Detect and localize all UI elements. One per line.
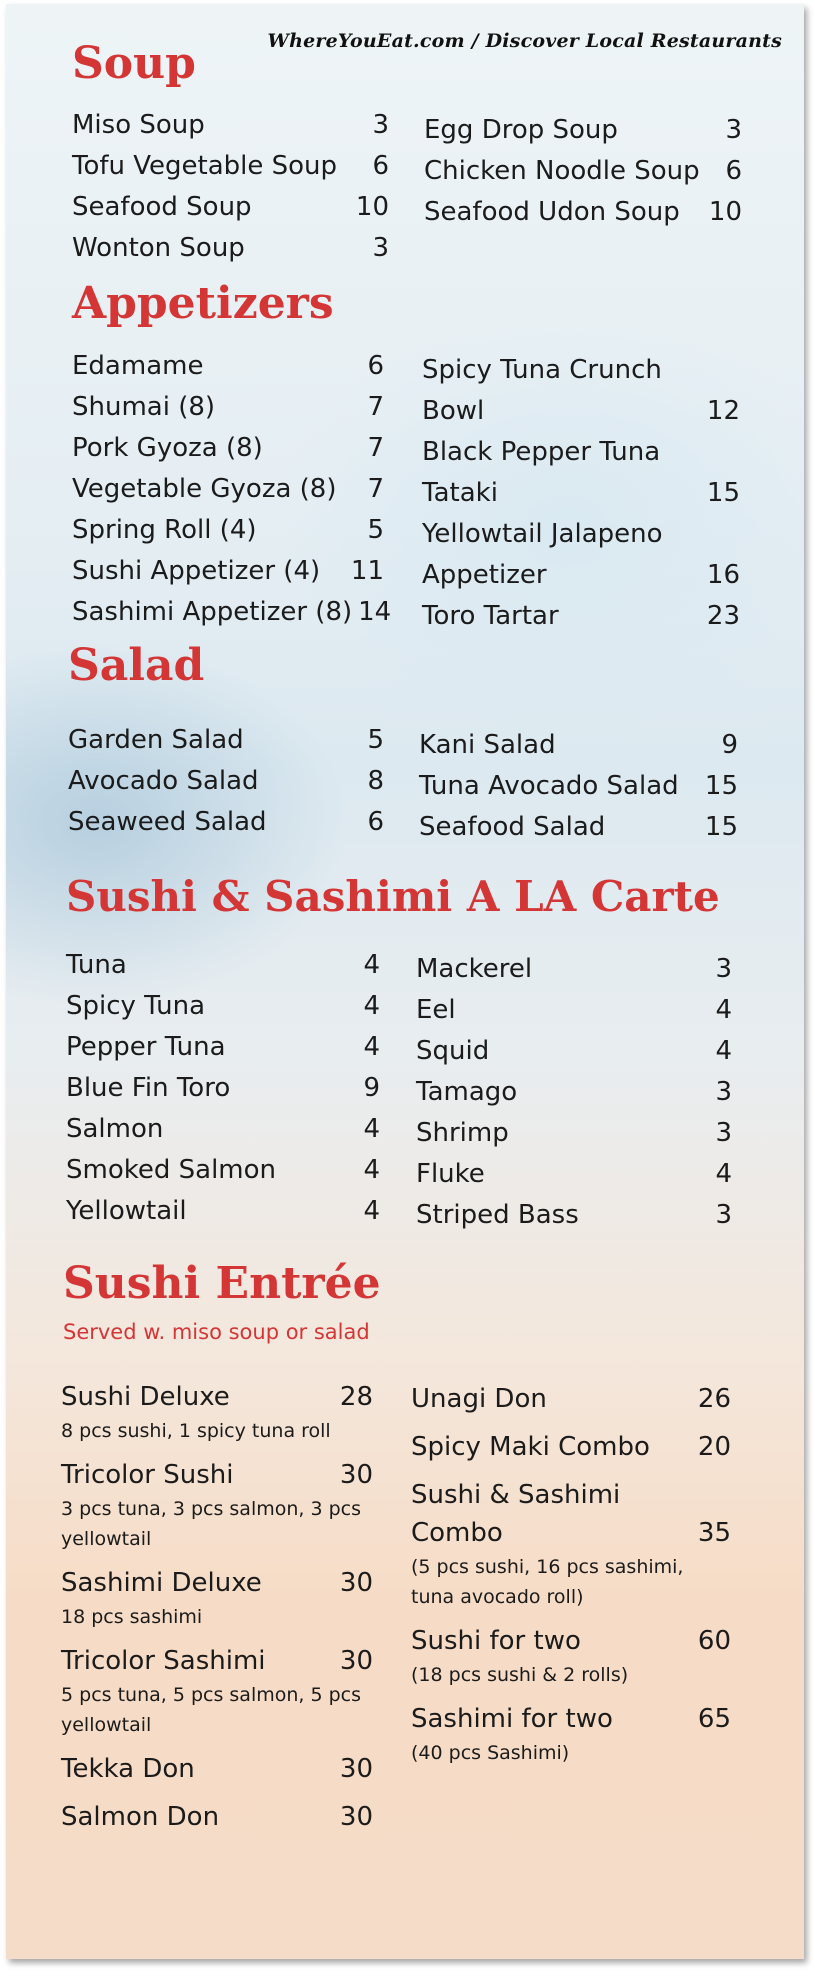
item-price: 4 (715, 995, 732, 1025)
watermark: WhereYouEat.com / Discover Local Restaurants (267, 30, 782, 52)
item-name: Blue Fin Toro (66, 1073, 231, 1103)
menu-item (61, 1642, 373, 1740)
item-name: Tamago (416, 1077, 518, 1107)
soup-left-column (72, 105, 389, 269)
item-name: Tricolor Sashimi (61, 1646, 266, 1676)
menu-item (416, 1113, 732, 1154)
item-price: 11 (350, 556, 384, 586)
item-name: Spicy Maki Combo (411, 1432, 650, 1462)
menu-item (72, 146, 389, 187)
menu-item-row (411, 1700, 731, 1738)
alacarte-left-column (66, 945, 380, 1232)
menu-item-row (72, 105, 389, 146)
item-description: 8 pcs sushi, 1 spicy tuna roll (61, 1420, 331, 1442)
item-name: Bowl (422, 396, 485, 426)
item-name: Toro Tartar (422, 601, 559, 631)
menu-item-row (61, 1798, 373, 1836)
menu-item-row (422, 473, 740, 514)
menu-item (424, 110, 742, 151)
menu-item-row (416, 949, 732, 990)
menu-item-row (411, 1380, 731, 1418)
menu-item (68, 802, 384, 843)
menu-item (68, 720, 384, 761)
menu-item-row (72, 510, 384, 551)
menu-item (411, 1428, 731, 1466)
menu-item (66, 1191, 380, 1232)
menu-item-row (61, 1378, 373, 1416)
menu-item (66, 1027, 380, 1068)
menu-page (6, 4, 804, 1959)
item-name: Edamame (72, 351, 204, 381)
entree-left-column (61, 1378, 373, 1846)
item-price: 9 (721, 730, 738, 760)
menu-item-row (422, 596, 740, 637)
item-price: 30 (339, 1460, 373, 1490)
menu-item-row (411, 1622, 731, 1660)
item-price: 6 (725, 156, 742, 186)
menu-item-row (416, 1195, 732, 1236)
menu-item-row (72, 146, 389, 187)
item-name: Shrimp (416, 1118, 509, 1148)
item-price: 9 (363, 1073, 380, 1103)
menu-item-row (416, 1072, 732, 1113)
menu-item-row (424, 151, 742, 192)
item-name: Black Pepper Tuna (422, 437, 661, 467)
item-price: 4 (363, 950, 380, 980)
item-name: Smoked Salmon (66, 1155, 277, 1185)
item-price: 3 (715, 1118, 732, 1148)
menu-item-row (411, 1476, 731, 1514)
item-price: 12 (706, 396, 740, 426)
item-description: (18 pcs sushi & 2 rolls) (411, 1664, 629, 1686)
menu-item (416, 1031, 732, 1072)
item-name: Wonton Soup (72, 233, 245, 263)
item-price: 26 (697, 1384, 731, 1414)
menu-item-row (72, 228, 389, 269)
appetizers-title: Appetizers (72, 278, 334, 329)
menu-item (72, 187, 389, 228)
menu-item (61, 1564, 373, 1632)
item-name: Pork Gyoza (8) (72, 433, 263, 463)
menu-item-row (72, 428, 384, 469)
menu-item (66, 1150, 380, 1191)
item-name: Seafood Udon Soup (424, 197, 680, 227)
menu-item (411, 1622, 731, 1690)
item-price: 5 (367, 515, 384, 545)
menu-item-row (72, 469, 384, 510)
item-name: Tofu Vegetable Soup (72, 151, 338, 181)
salad-left-column (68, 720, 384, 843)
menu-item-row (72, 551, 384, 592)
entree-title: Sushi Entrée (63, 1258, 381, 1309)
item-name: Unagi Don (411, 1384, 547, 1414)
item-name: Yellowtail Jalapeno (422, 519, 663, 549)
menu-item-row (72, 592, 392, 633)
menu-item-row (422, 391, 740, 432)
menu-item (419, 766, 738, 807)
menu-item (61, 1750, 373, 1788)
item-name: Tataki (422, 478, 498, 508)
item-description: 5 pcs tuna, 5 pcs salmon, 5 pcs yellowtail (61, 1684, 362, 1736)
alacarte-title: Sushi & Sashimi A LA Carte (66, 872, 720, 921)
menu-item-row (72, 387, 384, 428)
item-price: 3 (715, 1077, 732, 1107)
item-description: (40 pcs Sashimi) (411, 1742, 570, 1764)
item-price: 7 (367, 433, 384, 463)
menu-item (66, 1068, 380, 1109)
menu-item-row (66, 1191, 380, 1232)
item-price: 28 (339, 1382, 373, 1412)
item-description: 3 pcs tuna, 3 pcs salmon, 3 pcs yellowtail (61, 1498, 362, 1550)
menu-item (416, 1195, 732, 1236)
menu-item (66, 1109, 380, 1150)
menu-item (72, 428, 384, 469)
item-price: 3 (372, 110, 389, 140)
menu-item (72, 592, 392, 633)
item-name: Sushi Deluxe (61, 1382, 230, 1412)
item-name: Garden Salad (68, 725, 244, 755)
item-name: Seafood Soup (72, 192, 252, 222)
item-name: Sashimi Appetizer (8) (72, 597, 353, 627)
appetizers-left-column (72, 346, 392, 633)
menu-item-row (416, 1031, 732, 1072)
menu-item-row (416, 1113, 732, 1154)
menu-item-row (422, 350, 740, 391)
menu-item-row (66, 986, 380, 1027)
item-name: Spicy Tuna (66, 991, 206, 1021)
item-price: 14 (358, 597, 392, 627)
item-name: Squid (416, 1036, 490, 1066)
menu-item-row (61, 1642, 373, 1680)
menu-item (72, 551, 384, 592)
menu-item (66, 945, 380, 986)
item-price: 30 (339, 1754, 373, 1784)
item-name: Tekka Don (61, 1754, 195, 1784)
menu-item-row (419, 766, 738, 807)
item-name: Sashimi Deluxe (61, 1568, 262, 1598)
item-name: Tricolor Sushi (61, 1460, 234, 1490)
menu-item (411, 1380, 731, 1418)
menu-item (424, 192, 742, 233)
menu-item (422, 473, 740, 514)
item-price: 30 (339, 1646, 373, 1676)
item-name: Pepper Tuna (66, 1032, 226, 1062)
item-name: Yellowtail (66, 1196, 187, 1226)
item-name: Miso Soup (72, 110, 205, 140)
item-price: 3 (372, 233, 389, 263)
menu-item (416, 1072, 732, 1113)
item-price: 35 (697, 1518, 731, 1548)
menu-item (72, 105, 389, 146)
item-price: 15 (706, 478, 740, 508)
menu-item (61, 1456, 373, 1554)
item-price: 6 (372, 151, 389, 181)
item-name: Sushi for two (411, 1626, 581, 1656)
menu-item-row (61, 1456, 373, 1494)
menu-item-row (66, 1068, 380, 1109)
item-price: 65 (697, 1704, 731, 1734)
menu-item-row (422, 514, 740, 555)
item-name: Kani Salad (419, 730, 556, 760)
item-price: 4 (363, 1196, 380, 1226)
item-price: 20 (697, 1432, 731, 1462)
item-name: Chicken Noodle Soup (424, 156, 700, 186)
soup-right-column (424, 110, 742, 233)
item-price: 30 (339, 1802, 373, 1832)
menu-item-row (416, 1154, 732, 1195)
item-name: Spicy Tuna Crunch (422, 355, 662, 385)
item-price: 3 (715, 954, 732, 984)
menu-item (422, 391, 740, 432)
item-price: 23 (706, 601, 740, 631)
menu-item (68, 761, 384, 802)
item-price: 6 (367, 351, 384, 381)
item-description: 18 pcs sashimi (61, 1606, 203, 1628)
menu-item-row (66, 1109, 380, 1150)
menu-item-row (68, 720, 384, 761)
menu-item (416, 949, 732, 990)
item-price: 7 (367, 474, 384, 504)
item-name: Sushi Appetizer (4) (72, 556, 321, 586)
menu-item (422, 350, 740, 391)
item-name: Vegetable Gyoza (8) (72, 474, 337, 504)
item-price: 30 (339, 1568, 373, 1598)
item-description: (5 pcs sushi, 16 pcs sashimi, tuna avocado roll) (411, 1556, 684, 1608)
menu-item-row (422, 432, 740, 473)
menu-item (66, 986, 380, 1027)
item-price: 15 (704, 771, 738, 801)
menu-item-row (72, 346, 384, 387)
item-name: Tuna (66, 950, 127, 980)
menu-item (422, 555, 740, 596)
item-name: Tuna Avocado Salad (419, 771, 679, 801)
salad-title: Salad (68, 640, 205, 691)
menu-item-row (61, 1750, 373, 1788)
item-price: 16 (706, 560, 740, 590)
menu-item (72, 469, 384, 510)
menu-item-row (411, 1428, 731, 1466)
item-name: Egg Drop Soup (424, 115, 618, 145)
menu-item (424, 151, 742, 192)
menu-item (411, 1514, 731, 1612)
entree-right-column (411, 1380, 731, 1778)
item-price: 4 (363, 1114, 380, 1144)
alacarte-right-column (416, 949, 732, 1236)
menu-item (61, 1378, 373, 1446)
item-price: 7 (367, 392, 384, 422)
item-price: 10 (708, 197, 742, 227)
menu-item-row (66, 945, 380, 986)
item-name: Sashimi for two (411, 1704, 613, 1734)
item-price: 3 (715, 1200, 732, 1230)
item-name: Shumai (8) (72, 392, 216, 422)
item-price: 6 (367, 807, 384, 837)
item-name: Avocado Salad (68, 766, 259, 796)
menu-item-row (424, 110, 742, 151)
soup-title: Soup (72, 38, 196, 89)
item-name: Salmon (66, 1114, 164, 1144)
item-price: 5 (367, 725, 384, 755)
menu-item (61, 1798, 373, 1836)
menu-item-row (419, 725, 738, 766)
item-name: Eel (416, 995, 456, 1025)
menu-item (72, 228, 389, 269)
item-name: Spring Roll (4) (72, 515, 257, 545)
item-name: Seaweed Salad (68, 807, 267, 837)
item-price: 4 (715, 1036, 732, 1066)
menu-item-row (61, 1564, 373, 1602)
menu-item (72, 387, 384, 428)
menu-item (411, 1476, 731, 1514)
menu-item-row (416, 990, 732, 1031)
menu-item-row (419, 807, 738, 848)
item-price: 15 (704, 812, 738, 842)
menu-item-row (66, 1027, 380, 1068)
item-price: 4 (363, 1032, 380, 1062)
menu-item (419, 807, 738, 848)
menu-item (422, 596, 740, 637)
item-price: 3 (725, 115, 742, 145)
item-name: Seafood Salad (419, 812, 606, 842)
appetizers-right-column (422, 350, 740, 637)
menu-item (422, 514, 740, 555)
menu-item (72, 510, 384, 551)
menu-item (72, 346, 384, 387)
item-price: 60 (697, 1626, 731, 1656)
item-name: Combo (411, 1518, 503, 1548)
menu-item-row (68, 802, 384, 843)
item-name: Salmon Don (61, 1802, 220, 1832)
item-price: 4 (363, 991, 380, 1021)
menu-item-row (66, 1150, 380, 1191)
menu-item (422, 432, 740, 473)
menu-item-row (422, 555, 740, 596)
item-name: Sushi & Sashimi (411, 1480, 621, 1510)
menu-item (416, 990, 732, 1031)
entree-subtitle: Served w. miso soup or salad (63, 1320, 370, 1344)
menu-item (416, 1154, 732, 1195)
item-name: Appetizer (422, 560, 547, 590)
item-price: 4 (715, 1159, 732, 1189)
item-price: 10 (355, 192, 389, 222)
menu-item-row (411, 1514, 731, 1552)
menu-item-row (68, 761, 384, 802)
menu-item-row (424, 192, 742, 233)
menu-item-row (72, 187, 389, 228)
item-name: Fluke (416, 1159, 485, 1189)
salad-right-column (419, 725, 738, 848)
item-price: 8 (367, 766, 384, 796)
item-name: Mackerel (416, 954, 533, 984)
item-name: Striped Bass (416, 1200, 579, 1230)
menu-item (411, 1700, 731, 1768)
menu-item (419, 725, 738, 766)
item-price: 4 (363, 1155, 380, 1185)
